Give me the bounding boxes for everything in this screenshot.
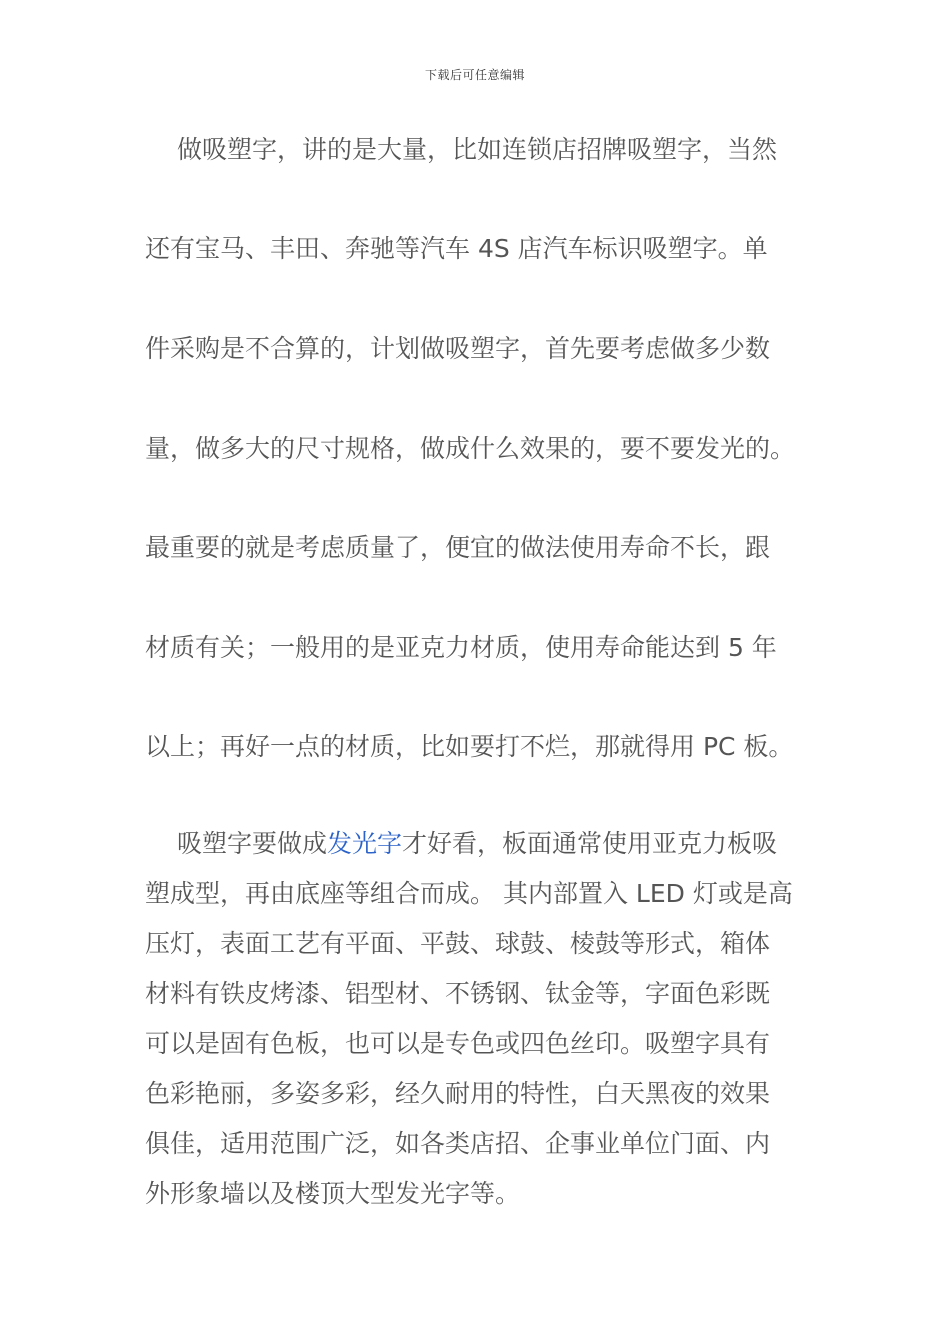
paragraph-line: 可以是固有色板，也可以是专色或四色丝印。吸塑字具有: [145, 1029, 771, 1058]
paragraph-2: [145, 826, 807, 1226]
paragraph-line: 外形象墙以及楼顶大型发光字等。: [145, 1179, 521, 1208]
paragraph-line: 最重要的就是考虑质量了，便宜的做法使用寿命不长，跟: [145, 533, 771, 562]
paragraph-line: 件采购是不合算的，计划做吸塑字，首先要考虑做多少数: [145, 334, 771, 363]
paragraph-line: 俱佳，适用范围广泛，如各类店招、企事业单位门面、内: [145, 1129, 771, 1158]
paragraph-line: 以上；再好一点的材质，比如要打不烂，那就得用 PC 板。: [145, 732, 794, 761]
paragraph-line: 量，做多大的尺寸规格，做成什么效果的，要不要发光的。: [145, 434, 796, 463]
line-text: 吸塑字要做成: [177, 829, 328, 858]
line-text: 做吸塑字，讲的是大量，比如连锁店招牌吸塑字，当然: [177, 135, 778, 164]
glow-letters-link[interactable]: 发光字: [327, 829, 403, 858]
paragraph-line: 压灯，表面工艺有平面、平鼓、球鼓、棱鼓等形式，箱体: [145, 929, 771, 958]
paragraph-line: [145, 826, 807, 876]
paragraph-line: [145, 134, 777, 166]
paragraph-line: 材质有关；一般用的是亚克力材质，使用寿命能达到 5 年: [145, 633, 777, 662]
paragraph-line: 材料有铁皮烤漆、铝型材、不锈钢、钛金等，字面色彩既: [145, 979, 771, 1008]
line-text: 才好看，板面通常使用亚克力板吸: [402, 829, 778, 858]
paragraph-line: 还有宝马、丰田、奔驰等汽车 4S 店汽车标识吸塑字。单: [145, 234, 768, 263]
page-header: 下载后可任意编辑: [424, 68, 525, 82]
paragraph-line: 色彩艳丽，多姿多彩，经久耐用的特性，白天黑夜的效果: [145, 1079, 771, 1108]
paragraph-line: 塑成型，再由底座等组合而成。 其内部置入 LED 灯或是高: [145, 879, 793, 908]
